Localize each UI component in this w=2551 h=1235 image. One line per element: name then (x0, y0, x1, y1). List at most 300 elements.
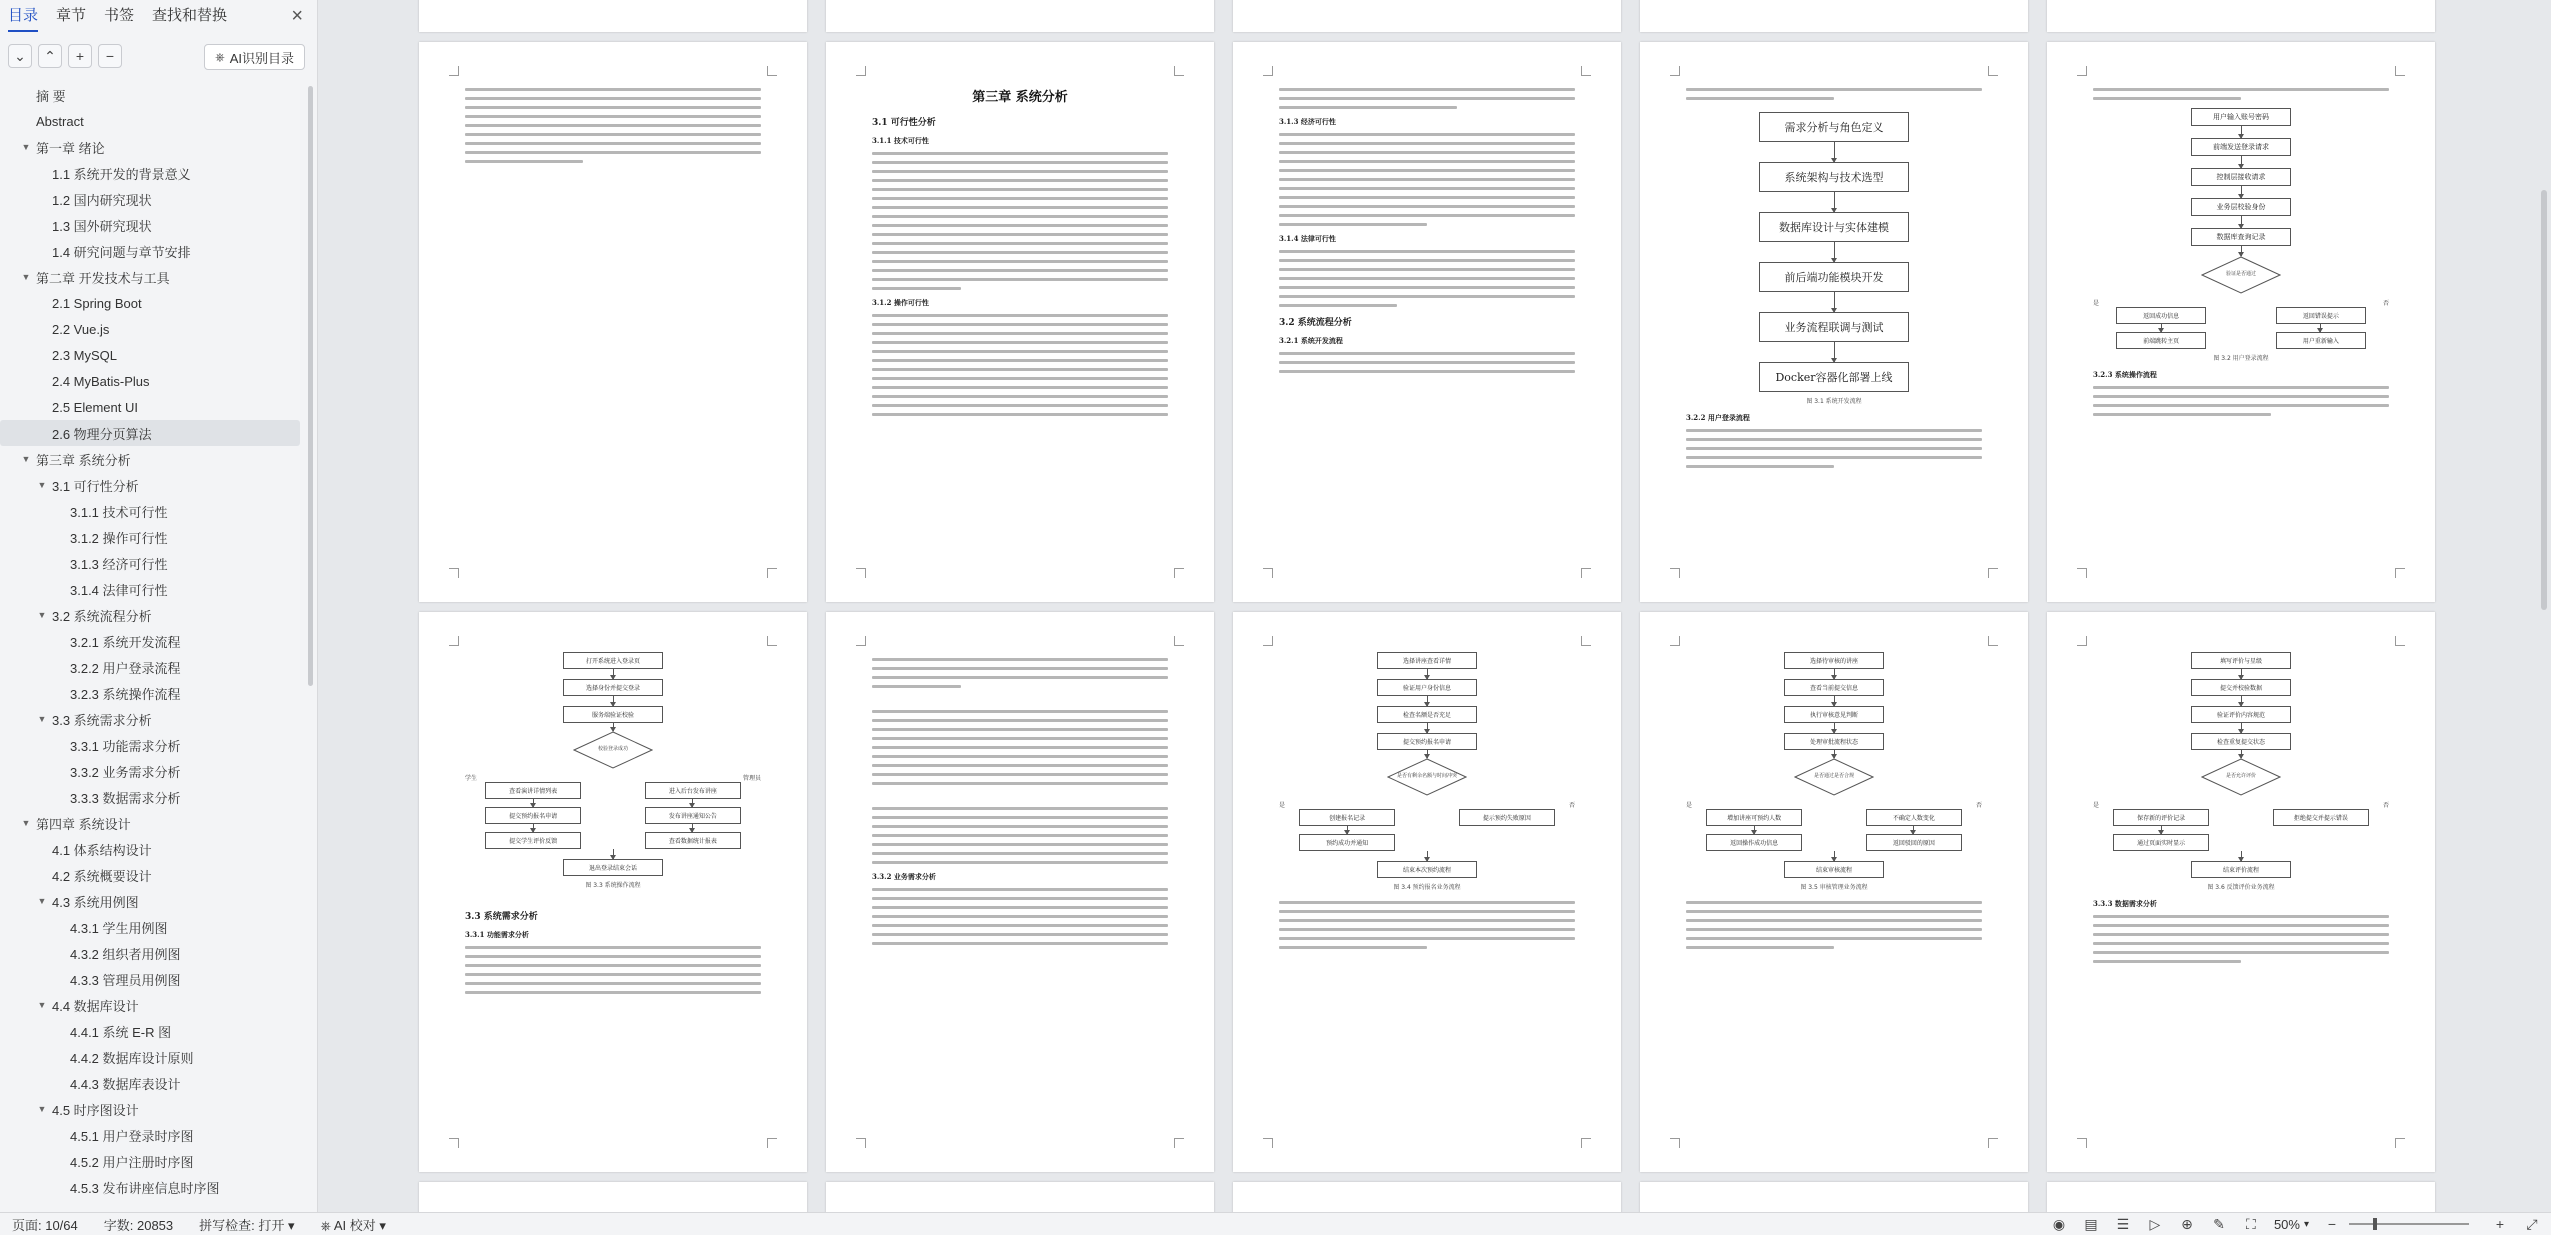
flow-box: 创建报名记录 (1299, 809, 1395, 826)
branch-right (1846, 800, 1982, 851)
page-19 (419, 1182, 807, 1212)
toc-item[interactable] (0, 810, 310, 836)
flow-arrow (1427, 696, 1428, 706)
zoom-slider[interactable] (2349, 1223, 2469, 1225)
branch-left (465, 773, 601, 849)
toc-item-label: 4.5.2 用户注册时序图 (70, 1154, 194, 1170)
toc-item[interactable] (0, 550, 310, 576)
caption-fig-3-6: 图 3.6 反馈评价业务流程 (2207, 884, 2275, 891)
remove-heading-icon[interactable]: − (98, 44, 122, 68)
caret-down-icon[interactable]: ▼ (21, 142, 31, 152)
toc-item[interactable] (0, 1148, 310, 1174)
toc-item[interactable] (0, 732, 310, 758)
branch-right (625, 773, 761, 849)
move-up-icon[interactable]: ⌃ (38, 44, 62, 68)
flow-box: 验证用户身份信息 (1377, 679, 1477, 696)
decision-label: 校验登录成功 (597, 746, 628, 752)
toc-item[interactable] (0, 316, 310, 342)
flow-box: 业务层校验身份 (2191, 198, 2291, 216)
toc-item-label: 第一章 绪论 (36, 140, 105, 156)
flow-arrow (2241, 851, 2242, 861)
toc-item[interactable] (0, 394, 310, 420)
flow-box: 保存新的评价记录 (2113, 809, 2209, 826)
flow-box: 结束审核流程 (1784, 861, 1884, 878)
toc-item-label: 4.1 体系结构设计 (52, 842, 152, 858)
toc-item[interactable] (0, 186, 310, 212)
flow-arrow (2241, 696, 2242, 706)
flow-box: 用户重新输入 (2276, 332, 2366, 349)
page-top-4 (1640, 0, 2028, 32)
flow-decision (573, 731, 653, 769)
toc-item-label: 2.6 物理分页算法 (52, 426, 152, 442)
toc-scrollbar[interactable] (308, 86, 313, 686)
flow-arrow (1834, 292, 1835, 312)
tab-find-replace[interactable]: 查找和替换 (152, 7, 228, 24)
branch-label: 是 (1279, 803, 1286, 809)
flow-arrow (1427, 750, 1428, 758)
close-icon[interactable]: × (291, 5, 303, 27)
flow-box: 发布讲座通知公告 (645, 807, 741, 824)
toc-item-label: 2.1 Spring Boot (52, 295, 142, 311)
heading-3-2: 3.2 系统流程分析 (1279, 318, 1352, 328)
flow-arrow (692, 824, 693, 832)
sidebar-tabs (0, 0, 317, 32)
toc-item[interactable] (0, 498, 310, 524)
navigation-sidebar (0, 0, 318, 1212)
add-heading-icon[interactable]: + (68, 44, 92, 68)
figure-dev-flow (1686, 112, 1982, 392)
flow-decision (2201, 256, 2281, 294)
flow-box: 检查名额是否充足 (1377, 706, 1477, 723)
toc-item-label: 1.4 研究问题与章节安排 (52, 244, 191, 260)
flow-box: 系统架构与技术选型 (1759, 162, 1909, 192)
toc-item-label: 4.3 系统用例图 (52, 894, 139, 910)
flow-arrow (1347, 826, 1348, 834)
toc-item-label: 3.1.2 操作可行性 (70, 530, 168, 546)
flow-arrow (1834, 192, 1835, 212)
flow-arrow (2241, 156, 2242, 168)
flow-arrow (1834, 342, 1835, 362)
caret-down-icon[interactable]: ▼ (21, 272, 31, 282)
branch-label: 是 (1686, 803, 1693, 809)
toc-item-label: 4.5.1 用户登录时序图 (70, 1128, 194, 1144)
flow-box: 选择讲座查看详情 (1377, 652, 1477, 669)
heading-3-3-3: 3.3.3 数据需求分析 (2093, 899, 2157, 908)
toc-item[interactable] (0, 1174, 310, 1200)
flow-arrow (2241, 246, 2242, 256)
toc-item-label: 3.1.3 经济可行性 (70, 556, 168, 572)
document-canvas (319, 0, 2551, 1212)
page-top-2 (826, 0, 1214, 32)
page-20 (826, 1182, 1214, 1212)
heading-3-2-2: 3.2.2 用户登录流程 (1686, 413, 1750, 422)
toc-item[interactable] (0, 888, 310, 914)
flow-arrow (613, 849, 614, 859)
spell-check-label: 拼写检查: 打开 (199, 1217, 285, 1233)
toc-item[interactable] (0, 212, 310, 238)
zoom-level[interactable]: 50% (2273, 1216, 2300, 1232)
decision-label: 验证是否通过 (2225, 271, 2256, 277)
flow-box: 提交预约报名申请 (1377, 733, 1477, 750)
toc-item-label: 4.3.3 管理员用例图 (70, 972, 181, 988)
flow-arrow (1427, 723, 1428, 733)
toc-item-label: 3.1.4 法律可行性 (70, 582, 168, 598)
collapse-all-icon[interactable]: ⌄ (8, 44, 32, 68)
toc-item-label: 3.2.2 用户登录流程 (70, 660, 181, 676)
toc-item[interactable] (0, 368, 310, 394)
figure-feedback-flow (2093, 652, 2389, 878)
zoom-in-icon[interactable]: + (2495, 1216, 2505, 1232)
chapter-title: 第三章 系统分析 (972, 90, 1068, 105)
toc-item[interactable] (0, 992, 310, 1018)
branch-left (2093, 298, 2229, 349)
caret-down-icon[interactable]: ▼ (37, 610, 47, 620)
document-scrollbar[interactable] (2541, 190, 2547, 610)
figure-login-flow (2093, 108, 2389, 349)
status-bar (0, 1212, 2551, 1235)
heading-3-2-3: 3.2.3 系统操作流程 (2093, 370, 2157, 379)
toc-item[interactable] (0, 576, 310, 602)
flow-arrow (2241, 750, 2242, 758)
caret-down-icon[interactable]: ▼ (37, 1000, 47, 1010)
flow-decision (2201, 758, 2281, 796)
toc-item-label: 3.3 系统需求分析 (52, 712, 152, 728)
caret-down-icon[interactable]: ▼ (21, 818, 31, 828)
toc-item[interactable] (0, 940, 310, 966)
view-controls (2036, 1213, 2541, 1235)
caret-down-icon[interactable]: ▼ (37, 1104, 47, 1114)
pen-icon[interactable]: ✎ (2213, 1215, 2225, 1232)
branch-right (2253, 800, 2389, 851)
tab-toc[interactable]: 目录 (8, 4, 38, 32)
toc-item-label: 3.3.3 数据需求分析 (70, 790, 181, 806)
ai-check-label: AI 校对 (333, 1217, 376, 1233)
page-14[interactable] (419, 612, 807, 1172)
branch-label: 否 (2382, 301, 2389, 307)
spell-check[interactable]: 拼写检查: 打开 ▾ (199, 1217, 295, 1233)
flow-box: 结束评价流程 (2191, 861, 2291, 878)
toc-item[interactable] (0, 680, 310, 706)
branch-label: 否 (1568, 803, 1575, 809)
page-top-1 (419, 0, 807, 32)
toc-item-label: 第三章 系统分析 (36, 452, 131, 468)
page-15[interactable] (826, 612, 1214, 1172)
ai-check[interactable]: ⎈ AI 校对 ▾ (320, 1217, 386, 1233)
flow-box: 数据库查询记录 (2191, 228, 2291, 246)
flow-box: 返回驳回的原因 (1866, 834, 1962, 851)
toc-list (0, 82, 310, 1212)
toc-item[interactable] (0, 758, 310, 784)
heading-3-3: 3.3 系统需求分析 (465, 912, 538, 922)
flow-branches (1686, 800, 1982, 851)
page-22 (1640, 1182, 2028, 1212)
web-view-icon[interactable]: ⊕ (2181, 1215, 2193, 1232)
toc-item[interactable] (0, 914, 310, 940)
toc-item[interactable] (0, 628, 310, 654)
flow-box: 服务端验证校验 (563, 706, 663, 723)
toc-item[interactable] (0, 472, 310, 498)
toc-item[interactable] (0, 1122, 310, 1148)
flow-box: 业务流程联调与测试 (1759, 312, 1909, 342)
flow-arrow (2161, 826, 2162, 834)
flow-arrow (2241, 723, 2242, 733)
toc-item[interactable] (0, 1096, 310, 1122)
heading-3-1-1: 3.1.1 技术可行性 (872, 136, 929, 145)
page-18[interactable] (2047, 612, 2435, 1172)
branch-right (1439, 800, 1575, 851)
branch-label: 管理员 (742, 776, 761, 782)
page-17[interactable] (1640, 612, 2028, 1172)
flow-arrow (1427, 851, 1428, 861)
caption-fig-3-1: 图 3.1 系统开发流程 (1806, 398, 1862, 405)
flow-box: 处理审批流程状态 (1784, 733, 1884, 750)
figure-review-flow (1686, 652, 1982, 878)
toc-item-label: 4.5 时序图设计 (52, 1102, 139, 1118)
flow-decision (1387, 758, 1467, 796)
figure-booking-flow (1279, 652, 1575, 878)
decision-label: 是否有剩余名额与时间冲突 (1396, 773, 1457, 779)
toc-item-label: 4.5.3 发布讲座信息时序图 (70, 1180, 220, 1196)
toc-item-label: 2.2 Vue.js (52, 321, 110, 337)
word-count[interactable]: 字数: 20853 (103, 1217, 174, 1233)
heading-3-3-1: 3.3.1 功能需求分析 (465, 930, 529, 939)
heading-3-2-1: 3.2.1 系统开发流程 (1279, 336, 1343, 345)
eye-icon[interactable]: ◉ (2052, 1215, 2066, 1232)
toc-item-label: 4.3.2 组织者用例图 (70, 946, 181, 962)
flow-arrow (2241, 216, 2242, 228)
toc-item[interactable] (0, 602, 310, 628)
flow-box: 前后端功能模块开发 (1759, 262, 1909, 292)
caret-down-icon[interactable]: ▼ (37, 480, 47, 490)
flow-arrow (613, 669, 614, 679)
heading-3-1-2: 3.1.2 操作可行性 (872, 298, 929, 307)
heading-3-1: 3.1 可行性分析 (872, 118, 936, 128)
page-top-5 (2047, 0, 2435, 32)
flow-box: 前端发送登录请求 (2191, 138, 2291, 156)
tab-bookmarks[interactable]: 书签 (104, 7, 135, 24)
flow-arrow (2241, 126, 2242, 138)
flow-box: 打开系统进入登录页 (563, 652, 663, 669)
play-icon[interactable]: ▷ (2149, 1215, 2161, 1232)
toc-item-label: 4.2 系统概要设计 (52, 868, 152, 884)
page-indicator[interactable]: 页面: 10/64 (12, 1217, 78, 1233)
toc-item[interactable] (0, 836, 310, 862)
tab-chapters[interactable]: 章节 (56, 7, 87, 24)
flow-box: 提交学生评价反馈 (485, 832, 581, 849)
toc-item-label: 2.4 MyBatis-Plus (52, 373, 150, 389)
flow-box: 预约成功并通知 (1299, 834, 1395, 851)
toc-item[interactable] (0, 1044, 310, 1070)
toc-item-label: 3.3.1 功能需求分析 (70, 738, 181, 754)
page-16[interactable] (1233, 612, 1621, 1172)
toc-item[interactable] (0, 784, 310, 810)
page-view-icon[interactable]: ▤ (2084, 1215, 2098, 1232)
caret-down-icon[interactable]: ▼ (37, 896, 47, 906)
ai-check-icon: ⎈ (320, 1217, 331, 1233)
toc-item-label: Abstract (36, 113, 84, 129)
flow-box: 查看演讲详情列表 (485, 782, 581, 799)
flow-arrow (533, 824, 534, 832)
toc-item-label: 4.4 数据库设计 (52, 998, 139, 1014)
flow-arrow (1834, 142, 1835, 162)
toc-item[interactable] (0, 420, 300, 446)
toc-item-label: 3.1 可行性分析 (52, 478, 139, 494)
toc-item[interactable] (0, 290, 310, 316)
decision-label: 是否通过是否合规 (1813, 773, 1854, 779)
caret-down-icon[interactable]: ▼ (21, 454, 31, 464)
toc-item-label: 2.3 MySQL (52, 347, 118, 363)
branch-label: 否 (1975, 803, 1982, 809)
flow-box: 退出登录结束会话 (563, 859, 663, 876)
zoom-out-icon[interactable]: − (2327, 1216, 2337, 1232)
flow-branches (1279, 800, 1575, 851)
decision-label: 是否允许评价 (2225, 773, 2256, 779)
flow-decision (1794, 758, 1874, 796)
toc-item[interactable] (0, 706, 310, 732)
toc-item[interactable] (0, 1018, 310, 1044)
flow-arrow (1834, 669, 1835, 679)
zoom-dropdown-icon[interactable]: ▾ (2303, 1218, 2309, 1230)
toc-item-label: 第四章 系统设计 (36, 816, 131, 832)
flow-box: 通过页面实时显示 (2113, 834, 2209, 851)
flow-box: 数据库设计与实体建模 (1759, 212, 1909, 242)
flow-arrow (1834, 851, 1835, 861)
toc-item-label: 3.2 系统流程分析 (52, 608, 152, 624)
flow-box: 提交并校验数据 (2191, 679, 2291, 696)
flow-box: 拒绝提交并提示错误 (2273, 809, 2369, 826)
toc-item-label: 3.2.1 系统开发流程 (70, 634, 181, 650)
flow-arrow (2320, 324, 2321, 332)
flow-box: 查看当前提交信息 (1784, 679, 1884, 696)
toc-item-label: 4.3.1 学生用例图 (70, 920, 168, 936)
flow-box: 结束本次预约流程 (1377, 861, 1477, 878)
toc-item[interactable] (0, 160, 310, 186)
flow-box: 查看数据统计报表 (645, 832, 741, 849)
flow-arrow (1834, 242, 1835, 262)
ai-icon: ⎈ (215, 49, 225, 64)
page-12[interactable] (1640, 42, 2028, 602)
page-10[interactable] (826, 42, 1214, 602)
toc-item[interactable] (0, 238, 310, 264)
flow-box: 提交预约报名申请 (485, 807, 581, 824)
caption-fig-3-3: 图 3.3 系统操作流程 (585, 882, 641, 889)
flow-box: 增加讲座可预约人数 (1706, 809, 1802, 826)
flow-box: 选择身份并提交登录 (563, 679, 663, 696)
flow-box: 返回操作成功信息 (1706, 834, 1802, 851)
flow-arrow (2241, 186, 2242, 198)
outline-view-icon[interactable]: ☰ (2116, 1215, 2130, 1232)
flow-branches (2093, 800, 2389, 851)
fullscreen-icon[interactable]: ⤢ (2526, 1215, 2538, 1232)
toc-item-label: 3.3.2 业务需求分析 (70, 764, 181, 780)
page-21 (1233, 1182, 1621, 1212)
toc-item-label: 1.2 国内研究现状 (52, 192, 152, 208)
flow-arrow (1834, 723, 1835, 733)
toc-item[interactable] (0, 862, 310, 888)
flow-branches (465, 773, 761, 849)
flow-arrow (613, 723, 614, 731)
branch-label: 学生 (465, 776, 478, 782)
heading-3-3-2: 3.3.2 业务需求分析 (872, 872, 936, 881)
flow-arrow (2161, 324, 2162, 332)
flow-box: 用户输入账号密码 (2191, 108, 2291, 126)
flow-box: 进入后台发布讲座 (645, 782, 741, 799)
toc-item[interactable] (0, 524, 310, 550)
flow-arrow (1754, 826, 1755, 834)
toc-item[interactable] (0, 1070, 310, 1096)
flow-arrow (1427, 669, 1428, 679)
caption-fig-3-4: 图 3.4 预约报名业务流程 (1393, 884, 1461, 891)
toc-toolbar (0, 32, 317, 80)
caption-fig-3-2: 图 3.2 用户登录流程 (2213, 355, 2269, 362)
page-top-3 (1233, 0, 1621, 32)
flow-box: 选择待审核的讲座 (1784, 652, 1884, 669)
branch-left (2093, 800, 2229, 851)
flow-arrow (613, 696, 614, 706)
caption-fig-3-5: 图 3.5 审核管理业务流程 (1800, 884, 1868, 891)
toc-item[interactable] (0, 966, 310, 992)
toc-item-label: 1.3 国外研究现状 (52, 218, 152, 234)
toc-item[interactable] (0, 134, 310, 160)
toc-item-label: 摘 要 (36, 88, 66, 104)
flow-box: 检查重复提交状态 (2191, 733, 2291, 750)
branch-left (1686, 800, 1822, 851)
toc-item-label: 4.4.2 数据库设计原则 (70, 1050, 194, 1066)
heading-3-1-4: 3.1.4 法律可行性 (1279, 234, 1336, 243)
flow-box: 返回成功信息 (2116, 307, 2206, 324)
branch-label: 是 (2093, 301, 2100, 307)
figure-operation-flow (465, 652, 761, 876)
toc-item[interactable] (0, 342, 310, 368)
flow-box: 返回错误提示 (2276, 307, 2366, 324)
flow-box: 前端跳转主页 (2116, 332, 2206, 349)
flow-arrow (1834, 696, 1835, 706)
branch-left (1279, 800, 1415, 851)
branch-label: 否 (2382, 803, 2389, 809)
caret-down-icon[interactable]: ▼ (37, 714, 47, 724)
toc-item[interactable] (0, 108, 310, 134)
ai-toc-label: AI识别目录 (229, 50, 294, 66)
flow-box: 需求分析与角色定义 (1759, 112, 1909, 142)
toc-item-label: 4.4.3 数据库表设计 (70, 1076, 181, 1092)
fit-page-icon[interactable]: ⛶ (2246, 1215, 2256, 1232)
toc-item-label: 第二章 开发技术与工具 (36, 270, 170, 286)
toc-item-label: 3.1.1 技术可行性 (70, 504, 168, 520)
flow-box: 填写评价与星级 (2191, 652, 2291, 669)
toc-item-label: 3.2.3 系统操作流程 (70, 686, 181, 702)
toc-item[interactable] (0, 82, 310, 108)
flow-branches (2093, 298, 2389, 349)
toc-item[interactable] (0, 654, 310, 680)
toc-item[interactable] (0, 446, 310, 472)
flow-box: 控制层接收请求 (2191, 168, 2291, 186)
flow-box: 不确定人数变化 (1866, 809, 1962, 826)
page-23 (2047, 1182, 2435, 1212)
toc-item[interactable] (0, 264, 310, 290)
toc-item-label: 2.5 Element UI (52, 399, 138, 415)
flow-box: 验证评价内容规范 (2191, 706, 2291, 723)
ai-toc-button[interactable] (204, 44, 305, 70)
branch-label: 是 (2093, 803, 2100, 809)
toc-item-label: 4.4.1 系统 E-R 图 (70, 1024, 172, 1040)
flow-box: 提示预约失败原因 (1459, 809, 1555, 826)
flow-arrow (692, 799, 693, 807)
page-13[interactable] (2047, 42, 2435, 602)
branch-right (2253, 298, 2389, 349)
page-9[interactable] (419, 42, 807, 602)
flow-box: Docker容器化部署上线 (1759, 362, 1909, 392)
page-11[interactable] (1233, 42, 1621, 602)
